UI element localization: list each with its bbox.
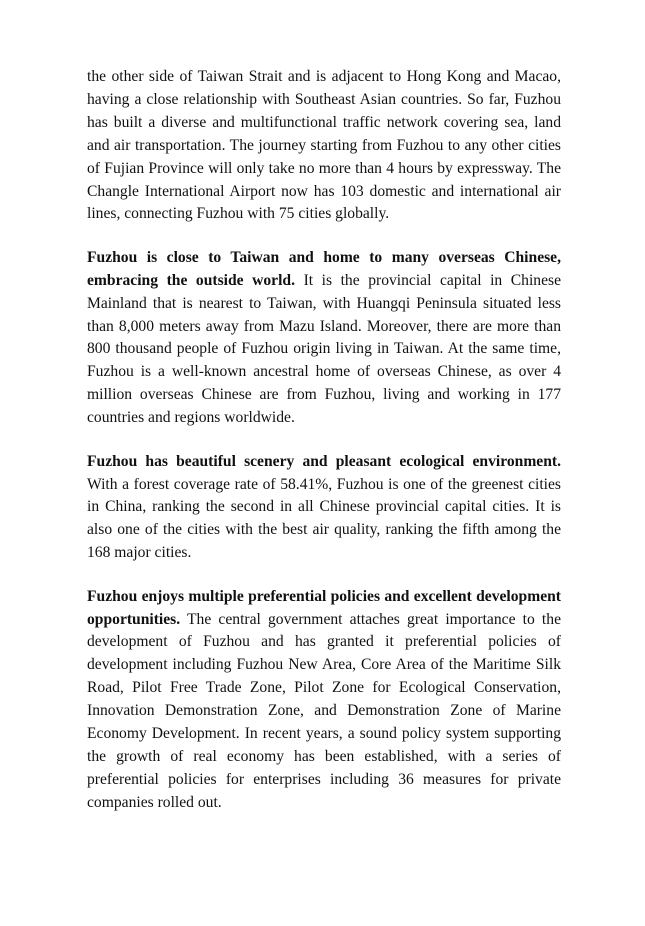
paragraph-taiwan bbox=[87, 247, 561, 430]
document-page bbox=[87, 66, 561, 835]
paragraph-body: It is the provincial capital in Chinese Mainland that is nearest to Taiwan, with Huangqi Peninsula situated less than 8,000 meters away from Mazu Island. Moreover, there are more than 800 thousand people of Fuzhou origin living in Taiwan. At the same time, Fuzhou is a well-known ancestral home of overseas Chinese, as over 4 million overseas Chinese are from Fuzhou, living and working in 177 countries and regions worldwide. bbox=[87, 271, 561, 427]
paragraph-transport bbox=[87, 66, 561, 226]
paragraph-ecology bbox=[87, 451, 561, 566]
paragraph-policies bbox=[87, 586, 561, 815]
paragraph-body: With a forest coverage rate of 58.41%, Fuzhou is one of the greenest cities in China, ranking the second in all Chinese provincial capital cities. It is also one of the cities with the best air quality, ranking the fifth among the 168 major cities. bbox=[87, 475, 561, 562]
paragraph-lead: Fuzhou has beautiful scenery and pleasant ecological environment. bbox=[87, 452, 561, 470]
paragraph-body: the other side of Taiwan Strait and is adjacent to Hong Kong and Macao, having a close relationship with Southeast Asian countries. So far, Fuzhou has built a diverse and multifunctional traffic network covering sea, land and air transportation. The journey starting from Fuzhou to any other cities of Fujian Province will only take no more than 4 hours by expressway. The Changle International Airport now has 103 domestic and international air lines, connecting Fuzhou with 75 cities globally. bbox=[87, 68, 561, 223]
paragraph-lead: Fuzhou is close to Taiwan and home to many overseas Chinese, embracing the outside world. bbox=[87, 248, 561, 289]
paragraph-lead: Fuzhou enjoys multiple preferential policies and excellent development opportunities. bbox=[87, 587, 561, 628]
paragraph-body: The central government attaches great importance to the development of Fuzhou and has granted it preferential policies of development including Fuzhou New Area, Core Area of the Maritime Silk Road, Pilot Free Trade Zone, Pilot Zone for Ecological Conservation, Innovation Demonstration Zone, and Demonstration Zone of Marine Economy Development. In recent years, a sound policy system supporting the growth of real economy has been established, with a series of preferential policies for enterprises including 36 measures for private companies rolled out. bbox=[87, 610, 561, 811]
